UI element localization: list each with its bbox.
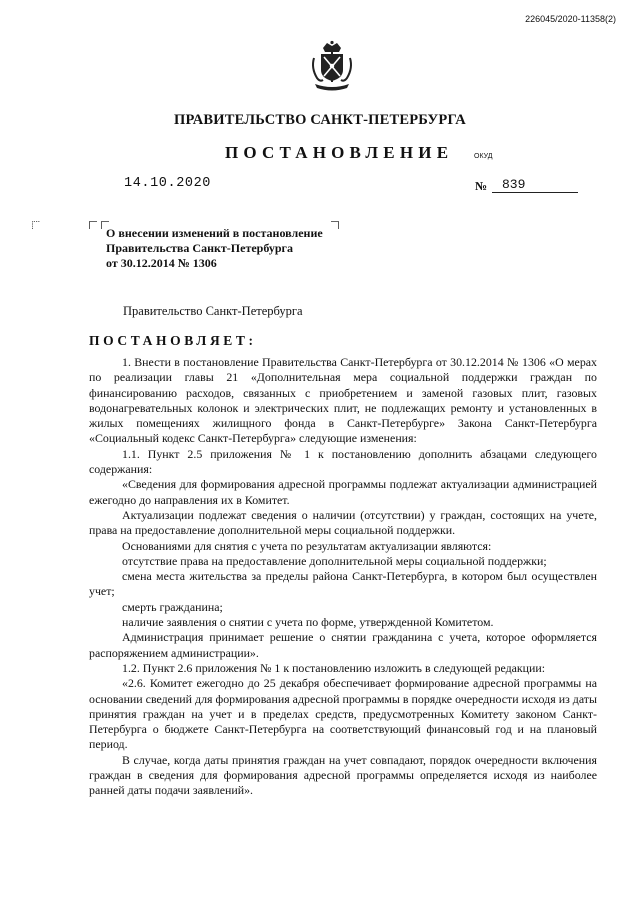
government-title: ПРАВИТЕЛЬСТВО САНКТ-ПЕТЕРБУРГА [174,112,466,128]
body-paragraph: 1. Внести в постановление Правительства Санкт-Петербурга от 30.12.2014 № 1306 «О мерах по реализации главы 21 «Дополнительная мера социальной поддержки граждан по финансированию расходов, связанных с приобретением и заменой газовых плит, газовых водонагревательных колонок и электрических плит, не подлежащих ремонту и установленных в жилых помещениях жилищного фонда в Санкт-Петербурге» Закона Санкт-Петербурга «Социальный кодекс Санкт-Петербурга» следующие изменения: [89,355,597,446]
corner-mark-icon [89,221,97,229]
corner-mark-icon [331,221,339,229]
corner-mark-icon [32,221,40,229]
okud-label: ОКУД [474,153,493,160]
subject-line: О внесении изменений в постановление [106,226,323,240]
body-paragraph: «Сведения для формирования адресной программы подлежат актуализации администрацией ежегодно до направления их в Комитет. [89,477,597,507]
body-paragraph: наличие заявления о снятии с учета по форме, утвержденной Комитетом. [122,615,494,630]
body-paragraph: смерть гражданина; [122,599,223,614]
subject-line: от 30.12.2014 № 1306 [106,256,217,270]
document-number: 839 [492,177,578,193]
body-paragraph: Актуализации подлежат сведения о наличии (отсутствии) у граждан, состоящих на учете, права на предоставление дополнительной меры социальной поддержки. [89,507,597,538]
document-registration-number: 226045/2020-11358(2) [525,14,616,24]
document-type-title: ПОСТАНОВЛЕНИЕ [225,143,454,162]
body-paragraph: Основаниями для снятия с учета по результатам актуализации являются: [122,538,492,553]
body-paragraph: Администрация принимает решение о снятии гражданина с учета, которое оформляется распоряжением администрации». [89,630,597,660]
body-paragraph: отсутствие права на предоставление дополнительной меры социальной поддержки; [122,553,547,568]
issuer-name: Правительство Санкт-Петербурга [123,304,303,318]
document-number-label: № [475,179,488,193]
document-body [89,355,597,799]
subject-line: Правительства Санкт-Петербурга [106,241,294,255]
st-petersburg-coat-of-arms-icon [309,40,355,92]
body-paragraph: 1.1. Пункт 2.5 приложения № 1 к постановлению дополнить абзацами следующего содержания: [89,446,597,477]
document-date: 14.10.2020 [124,176,212,191]
body-paragraph: смена места жительства за пределы района Санкт-Петербурга, в котором был осуществлен учет; [89,569,597,599]
body-paragraph: «2.6. Комитет ежегодно до 25 декабря обеспечивает формирование адресной программы на основании сведений для формирования адресной программы в порядке очередности исходя из даты принятия граждан на учет и в пределах средств, предусмотренных Комитету законом Санкт-Петербурга о бюджете Санкт-Петербурга на соответствующий финансовый год и на плановый период. [89,676,597,752]
document-subject [106,226,323,271]
decree-heading: ПОСТАНОВЛЯЕТ: [89,333,257,348]
body-paragraph: 1.2. Пункт 2.6 приложения № 1 к постановлению изложить в следующей редакции: [122,660,546,675]
body-paragraph: В случае, когда даты принятия граждан на учет совпадают, порядок очередности включения граждан в сведения для формирования адресной программы определяется исходя из наиболее ранней даты подачи заявлений». [89,752,597,798]
